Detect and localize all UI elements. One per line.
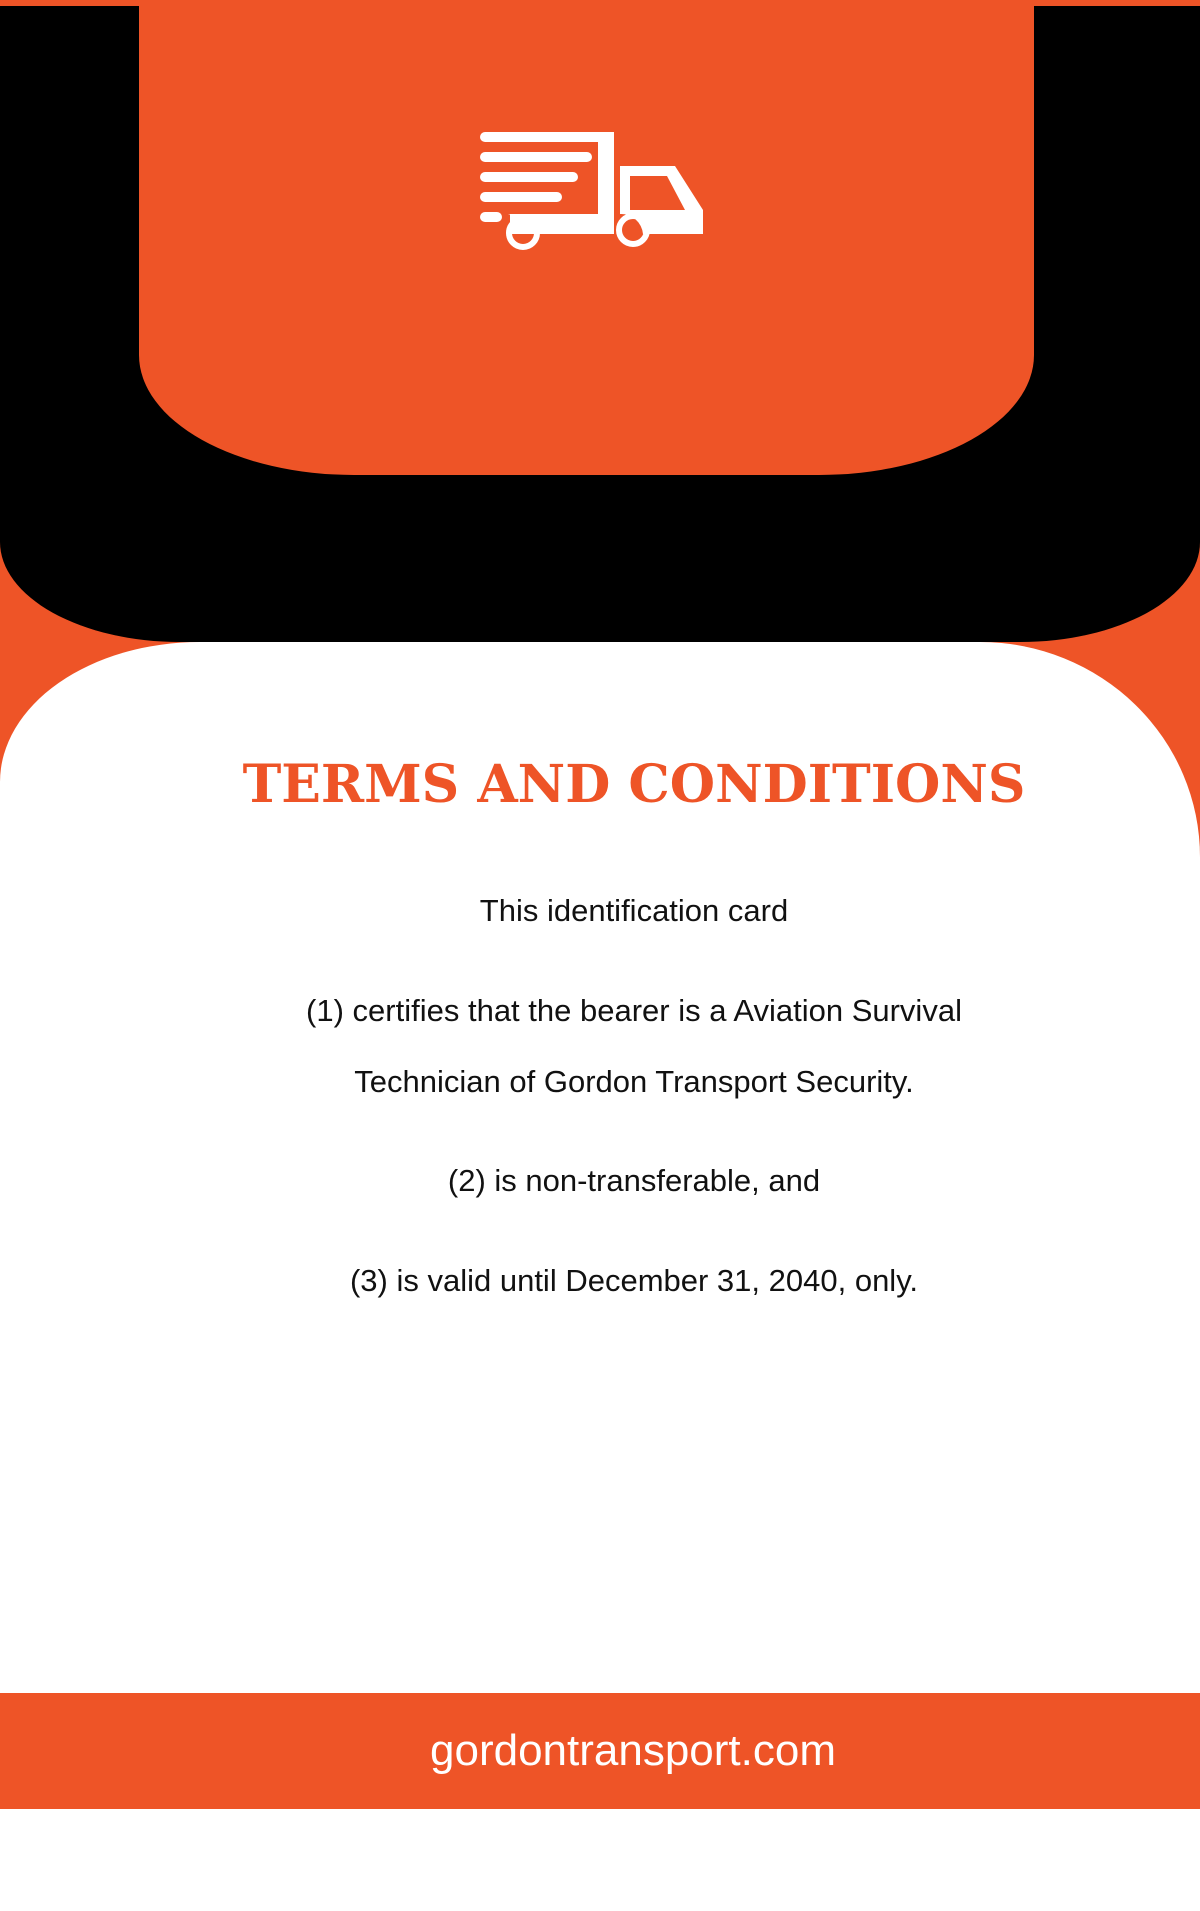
term-1-line-2: Technician of Gordon Transport Security. bbox=[354, 1064, 914, 1099]
term-1-line-1: (1) certifies that the bearer is a Aviation Survival bbox=[306, 993, 962, 1028]
term-3: (3) is valid until December 31, 2040, only. bbox=[349, 1263, 919, 1298]
orange-header-panel bbox=[139, 0, 1034, 475]
intro-text: This identification card bbox=[479, 893, 789, 928]
delivery-truck-icon bbox=[480, 130, 705, 250]
footer-bar bbox=[0, 1693, 1200, 1809]
page-title: TERMS AND CONDITIONS bbox=[242, 754, 1026, 815]
website-link[interactable]: gordontransport.com bbox=[430, 1726, 836, 1775]
term-2: (2) is non-transferable, and bbox=[447, 1163, 821, 1198]
